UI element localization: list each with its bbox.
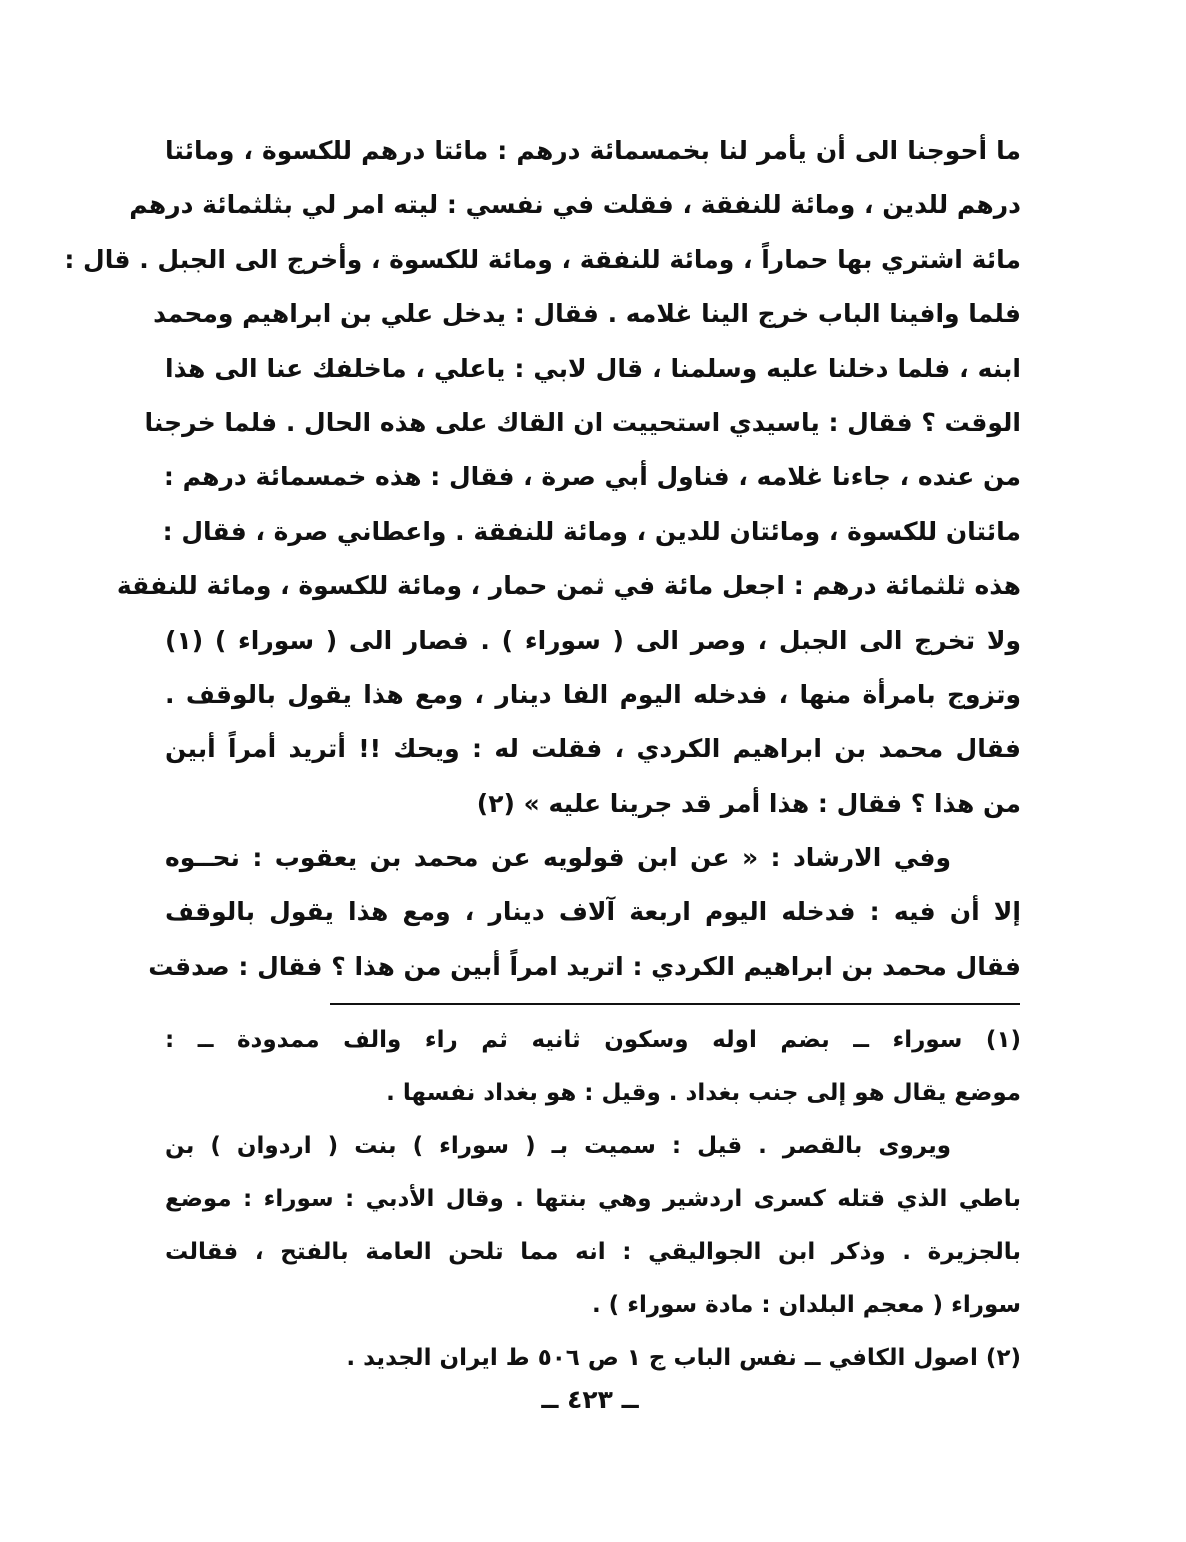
text-line: ما أحوجنا الى أن يأمر لنا بخمسمائة درهم : مائتا درهم للكسوة ، ومائتا (165, 136, 1021, 165)
footnote-line: باطي الذي قتله كسرى اردشير وهي بنتها . وقال الأدبي : سوراء : موضع (165, 1186, 1021, 1212)
text-line: وفي الارشاد : « عن ابن قولويه عن محمد بن يعقوب : نحــوه (165, 843, 951, 873)
text-line: مائتان للكسوة ، ومائتان للدين ، ومائة للنفقة . واعطاني صرة ، فقال : (162, 516, 1021, 546)
footnote-line: ويروى بالقصر . قيل : سميت بـ ( سوراء ) بنت ( اردوان ) بن (165, 1133, 951, 1159)
text-line: الوقت ؟ فقال : ياسيدي استحييت ان القاك على هذه الحال . فلما خرجنا (144, 407, 1021, 437)
footnote-divider (330, 1003, 1020, 1005)
footnote-line: بالجزيرة . وذكر ابن الجواليقي : انه مما تلحن العامة بالفتح ، فقالت (165, 1239, 1021, 1265)
footnote-line: (٢) اصول الكافي ــ نفس الباب ج ١ ص ٥٠٦ ط ايران الجديد . (346, 1345, 1021, 1371)
text-line: من عنده ، جاءنا غلامه ، فناول أبي صرة ، فقال : هذه خمسمائة درهم : (163, 462, 1021, 492)
text-line: ابنه ، فلما دخلنا عليه وسلمنا ، قال لابي : ياعلي ، ماخلفك عنا الى هذا (165, 353, 1021, 383)
footnote-line: موضع يقال هو إلى جنب بغداد . وقيل : هو بغداد نفسها . (386, 1080, 1021, 1106)
text-line: هذه ثلثمائة درهم : اجعل مائة في ثمن حمار ، ومائة للكسوة ، ومائة للنفقة (116, 571, 1021, 601)
footnotes (165, 1014, 1021, 1385)
text-line: مائة اشتري بها حماراً ، ومائة للنفقة ، ومائة للكسوة ، وأخرج الى الجبل . قال : (64, 244, 1021, 274)
text-line: فقال محمد بن ابراهيم الكردي : اتريد امراً أبين من هذا ؟ فقال : صدقت (148, 951, 1021, 981)
text-line: فقال محمد بن ابراهيم الكردي ، فقلت له : ويحك !! أتريد أمراً أبين (165, 734, 1021, 764)
text-line: ولا تخرج الى الجبل ، وصر الى ( سوراء ) . فصار الى ( سوراء ) (١) (165, 625, 1021, 655)
text-line: من هذا ؟ فقال : هذا أمر قد جرينا عليه » (٢) (476, 788, 1021, 818)
text-line: فلما وافينا الباب خرج الينا غلامه . فقال : يدخل علي بن ابراهيم ومحمد (153, 299, 1021, 329)
footnote-line: (١) سوراء ــ بضم اوله وسكون ثانيه ثم راء والف ممدودة ــ : (165, 1027, 1021, 1053)
page-number: ــ ٤٢٣ ــ (541, 1385, 639, 1414)
footnote-line: سوراء ( معجم البلدان : مادة سوراء ) . (591, 1292, 1021, 1318)
text-line: درهم للدين ، ومائة للنفقة ، فقلت في نفسي : ليته امر لي بثلثمائة درهم (129, 190, 1021, 220)
text-line: وتزوج بامرأة منها ، فدخله اليوم الفا دينار ، ومع هذا يقول بالوقف . (165, 679, 1021, 709)
text-line: إلا أن فيه : فدخله اليوم اربعة آلاف دينار ، ومع هذا يقول بالوقف (165, 897, 1021, 927)
main-text (64, 124, 1021, 994)
